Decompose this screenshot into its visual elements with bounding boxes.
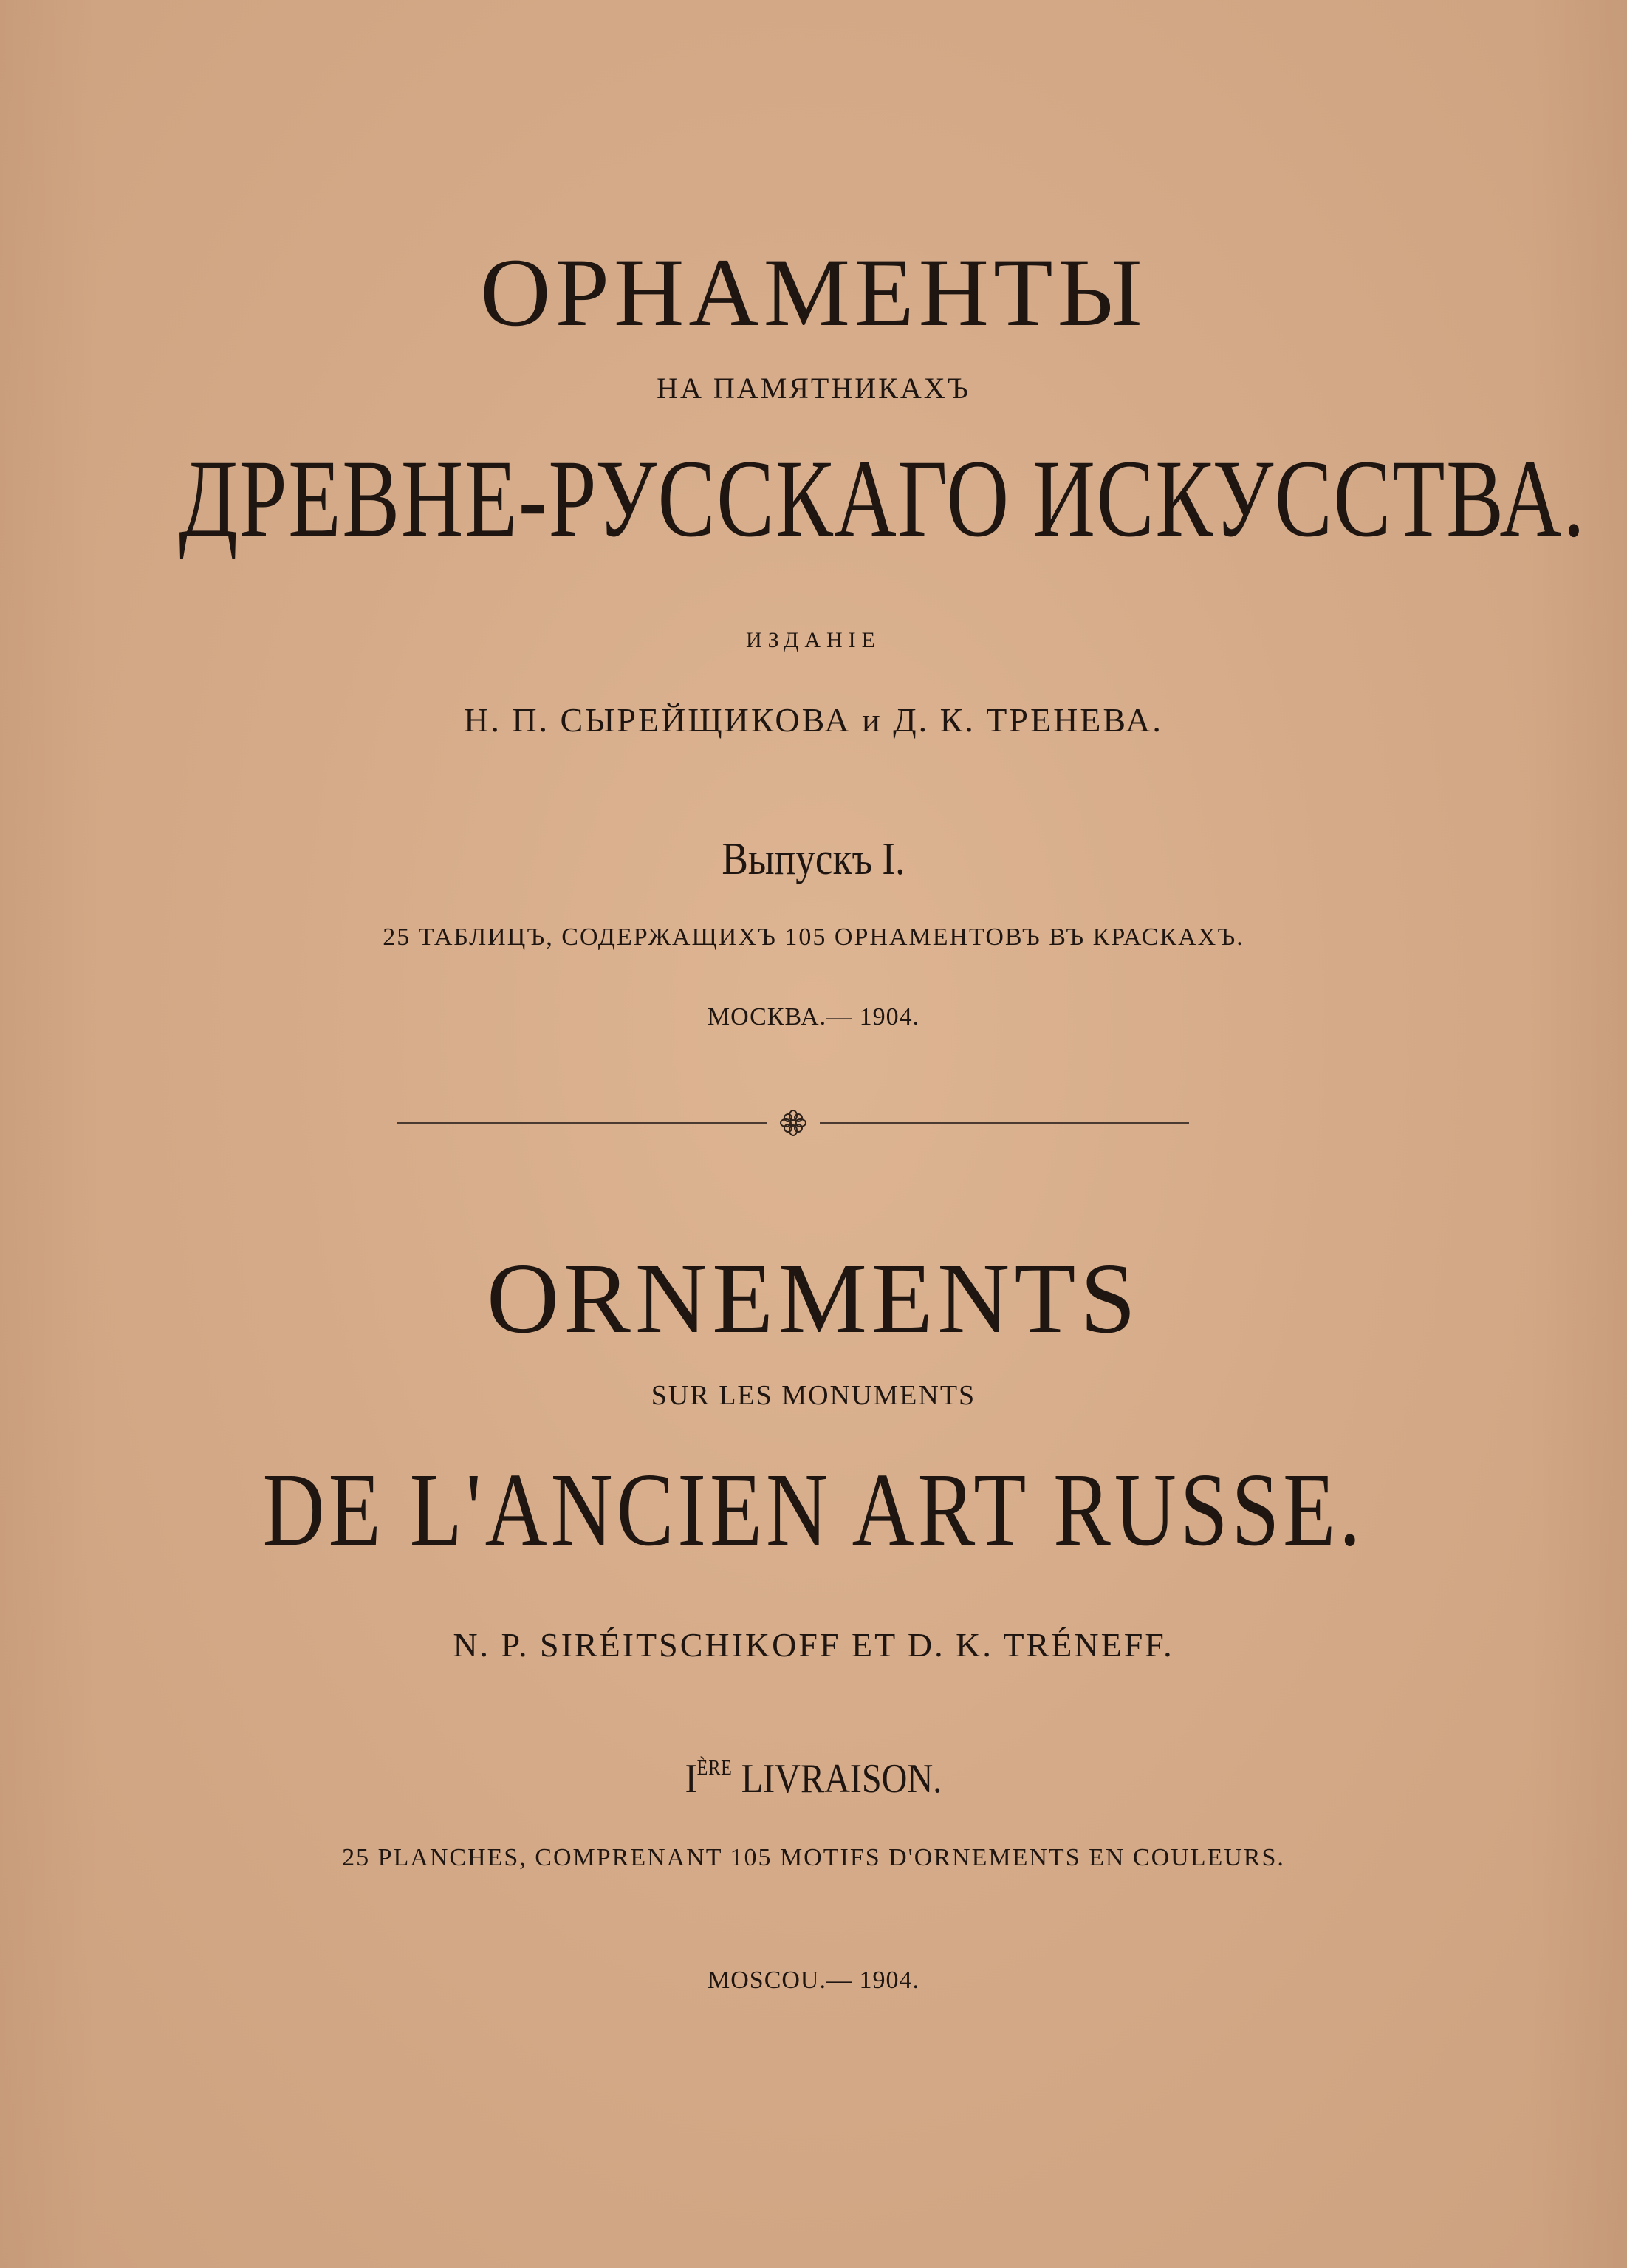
- russian-authors: Н. П. СЫРЕЙЩИКОВА и Д. К. ТРЕНЕВА.: [464, 701, 1163, 739]
- french-city-year: MOSCOU.— 1904.: [708, 1967, 919, 1994]
- rosette-icon: [775, 1108, 811, 1138]
- russian-subtitle: НА ПАМЯТНИКАХЪ: [657, 372, 970, 405]
- divider-ornament: [0, 1108, 1627, 1138]
- french-main-title: DE L'ANCIEN ART RUSSE.: [262, 1451, 1365, 1568]
- french-issue-superscript: ÈRE: [696, 1757, 733, 1780]
- french-issue-numeral: I: [685, 1756, 697, 1802]
- russian-tables-note: 25 ТАБЛИЦЪ, СОДЕРЖАЩИХЪ 105 ОРНАМЕНТОВЪ ВЪ КРАСКАХЪ.: [383, 923, 1244, 951]
- russian-main-title: ДРЕВНЕ-РУССКАГО ИСКУССТВА.: [179, 437, 1586, 560]
- russian-issue: Выпускъ I.: [722, 834, 905, 884]
- french-issue: [114, 1758, 1513, 1800]
- russian-title: ОРНАМЕНТЫ: [480, 238, 1147, 346]
- french-authors: N. P. SIRÉITSCHIKOFF ET D. K. TRÉNEFF.: [453, 1626, 1174, 1664]
- russian-edition-label: ИЗДАНІЕ: [746, 628, 881, 652]
- divider-rule-left: [397, 1122, 767, 1124]
- divider-rule-right: [820, 1122, 1189, 1124]
- russian-city-year: МОСКВА.— 1904.: [707, 1003, 920, 1031]
- french-issue-word: LIVRAISON.: [732, 1756, 942, 1802]
- french-title: ORNEMENTS: [486, 1243, 1141, 1354]
- french-plates-note: 25 PLANCHES, COMPRENANT 105 MOTIFS D'ORNEMENTS EN COULEURS.: [342, 1844, 1285, 1871]
- french-subtitle: SUR LES MONUMENTS: [651, 1380, 976, 1411]
